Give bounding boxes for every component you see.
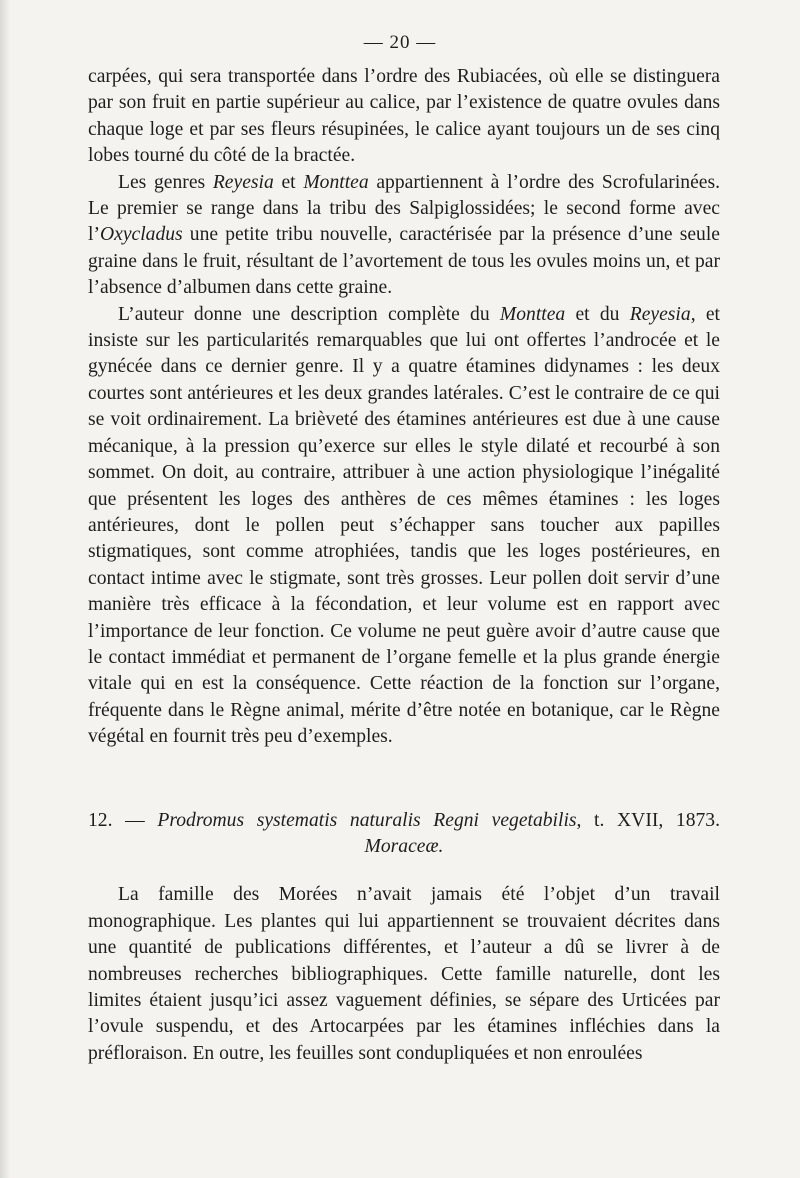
heading-subtitle: Moraceæ. [364, 835, 444, 857]
text-run: appartiennent à l’ordre des Scrofularinées. Le premier se range dans la tribu des Salpiglossidées; le second forme avec l’ [88, 171, 720, 246]
spacer [88, 860, 720, 882]
page-number: — 20 — [363, 32, 437, 53]
genus-name: Oxycladus [99, 224, 183, 246]
paragraph-4: La famille des Morées n’avait jamais été l’objet d’un travail monographique. Les plantes qui lui appartiennent se trouvaient décrites dans une quantité de publications différentes, et l’auteur a dû se livrer à de nombreuses recherches bibliographiques. Cette famille naturelle, dont les limites étaient jusqu’ici assez vaguement définies, se sépare des Urticées par l’ovule suspendu, et des Artocarpées par les étamines infléchies dans la préfloraison. En outre, les feuilles sont condupliquées et non enroulées [88, 884, 720, 1064]
body-text [88, 64, 720, 1067]
text-run: , et insiste sur les particularités remarquables que lui ont offertes l’androcée et le gynécée dans ce dernier genre. Il y a quatre étamines didynames : les deux courtes sont antérieures et les deux grandes latérales. C’est le contraire de ce qui se voit ordinairement. La brièveté des étamines antérieures est due à une cause mécanique, à la pression qu’exerce sur elles le style dilaté et recourbé à son sommet. On doit, au contraire, attribuer à une action physiologique l’inégalité que présentent les loges des anthères de ces mêmes étamines : les loges antérieures, dont le pollen peut s’échapper sans toucher aux papilles stigmatiques, sont comme atrophiées, tandis que les loges postérieures, en contact intime avec le stigmate, sont très grosses. Leur pollen doit servir d’une manière très efficace à la fécondation, et leur volume est en rapport avec l’importance de leur fonction. Ce volume ne peut guère avoir d’autre cause que le contact immédiat et permanent de l’organe femelle et la plus grande énergie vitale qui en est la conséquence. Cette réaction de la fonction sur l’organe, fréquente dans le Règne animal, mérite d’être notée en botanique, car le Règne végétal en fournit très peu d’exemples. [88, 303, 720, 748]
genus-name: Reyesia [212, 171, 274, 193]
paragraph-3 [88, 302, 720, 751]
text-run: L’auteur donne une description complète du [118, 303, 500, 325]
text-run: et [273, 171, 304, 193]
genus-name: Monttea [303, 171, 369, 193]
heading-rest: , t. XVII, 1873. [576, 809, 720, 831]
heading-number: 12. — [88, 809, 158, 831]
text-run: et du [565, 303, 630, 325]
text-run: Les genres [118, 171, 213, 193]
section-heading [88, 808, 720, 861]
genus-name: Monttea [499, 303, 566, 325]
paragraph-1: carpées, qui sera transportée dans l’ordre des Rubiacées, où elle se distinguera par son fruit en partie supérieur au calice, par l’existence de quatre ovules dans chaque loge et par ses fleurs résupinées, le calice ayant toujours un de ses cinq lobes tourné du côté de la bractée. [88, 66, 720, 167]
text-run: une petite tribu nouvelle, caractérisée par la présence d’une seule graine dans le fruit, résultant de l’avortement de tous les ovules moins un, et par l’absence d’albumen dans cette graine. [88, 224, 720, 299]
genus-name: Reyesia [629, 303, 691, 325]
heading-title-line [88, 808, 720, 834]
paragraph-2 [88, 170, 720, 302]
heading-title: Prodromus systematis naturalis Regni vegetabilis [157, 809, 577, 831]
page-edge-shadow [0, 0, 10, 1178]
